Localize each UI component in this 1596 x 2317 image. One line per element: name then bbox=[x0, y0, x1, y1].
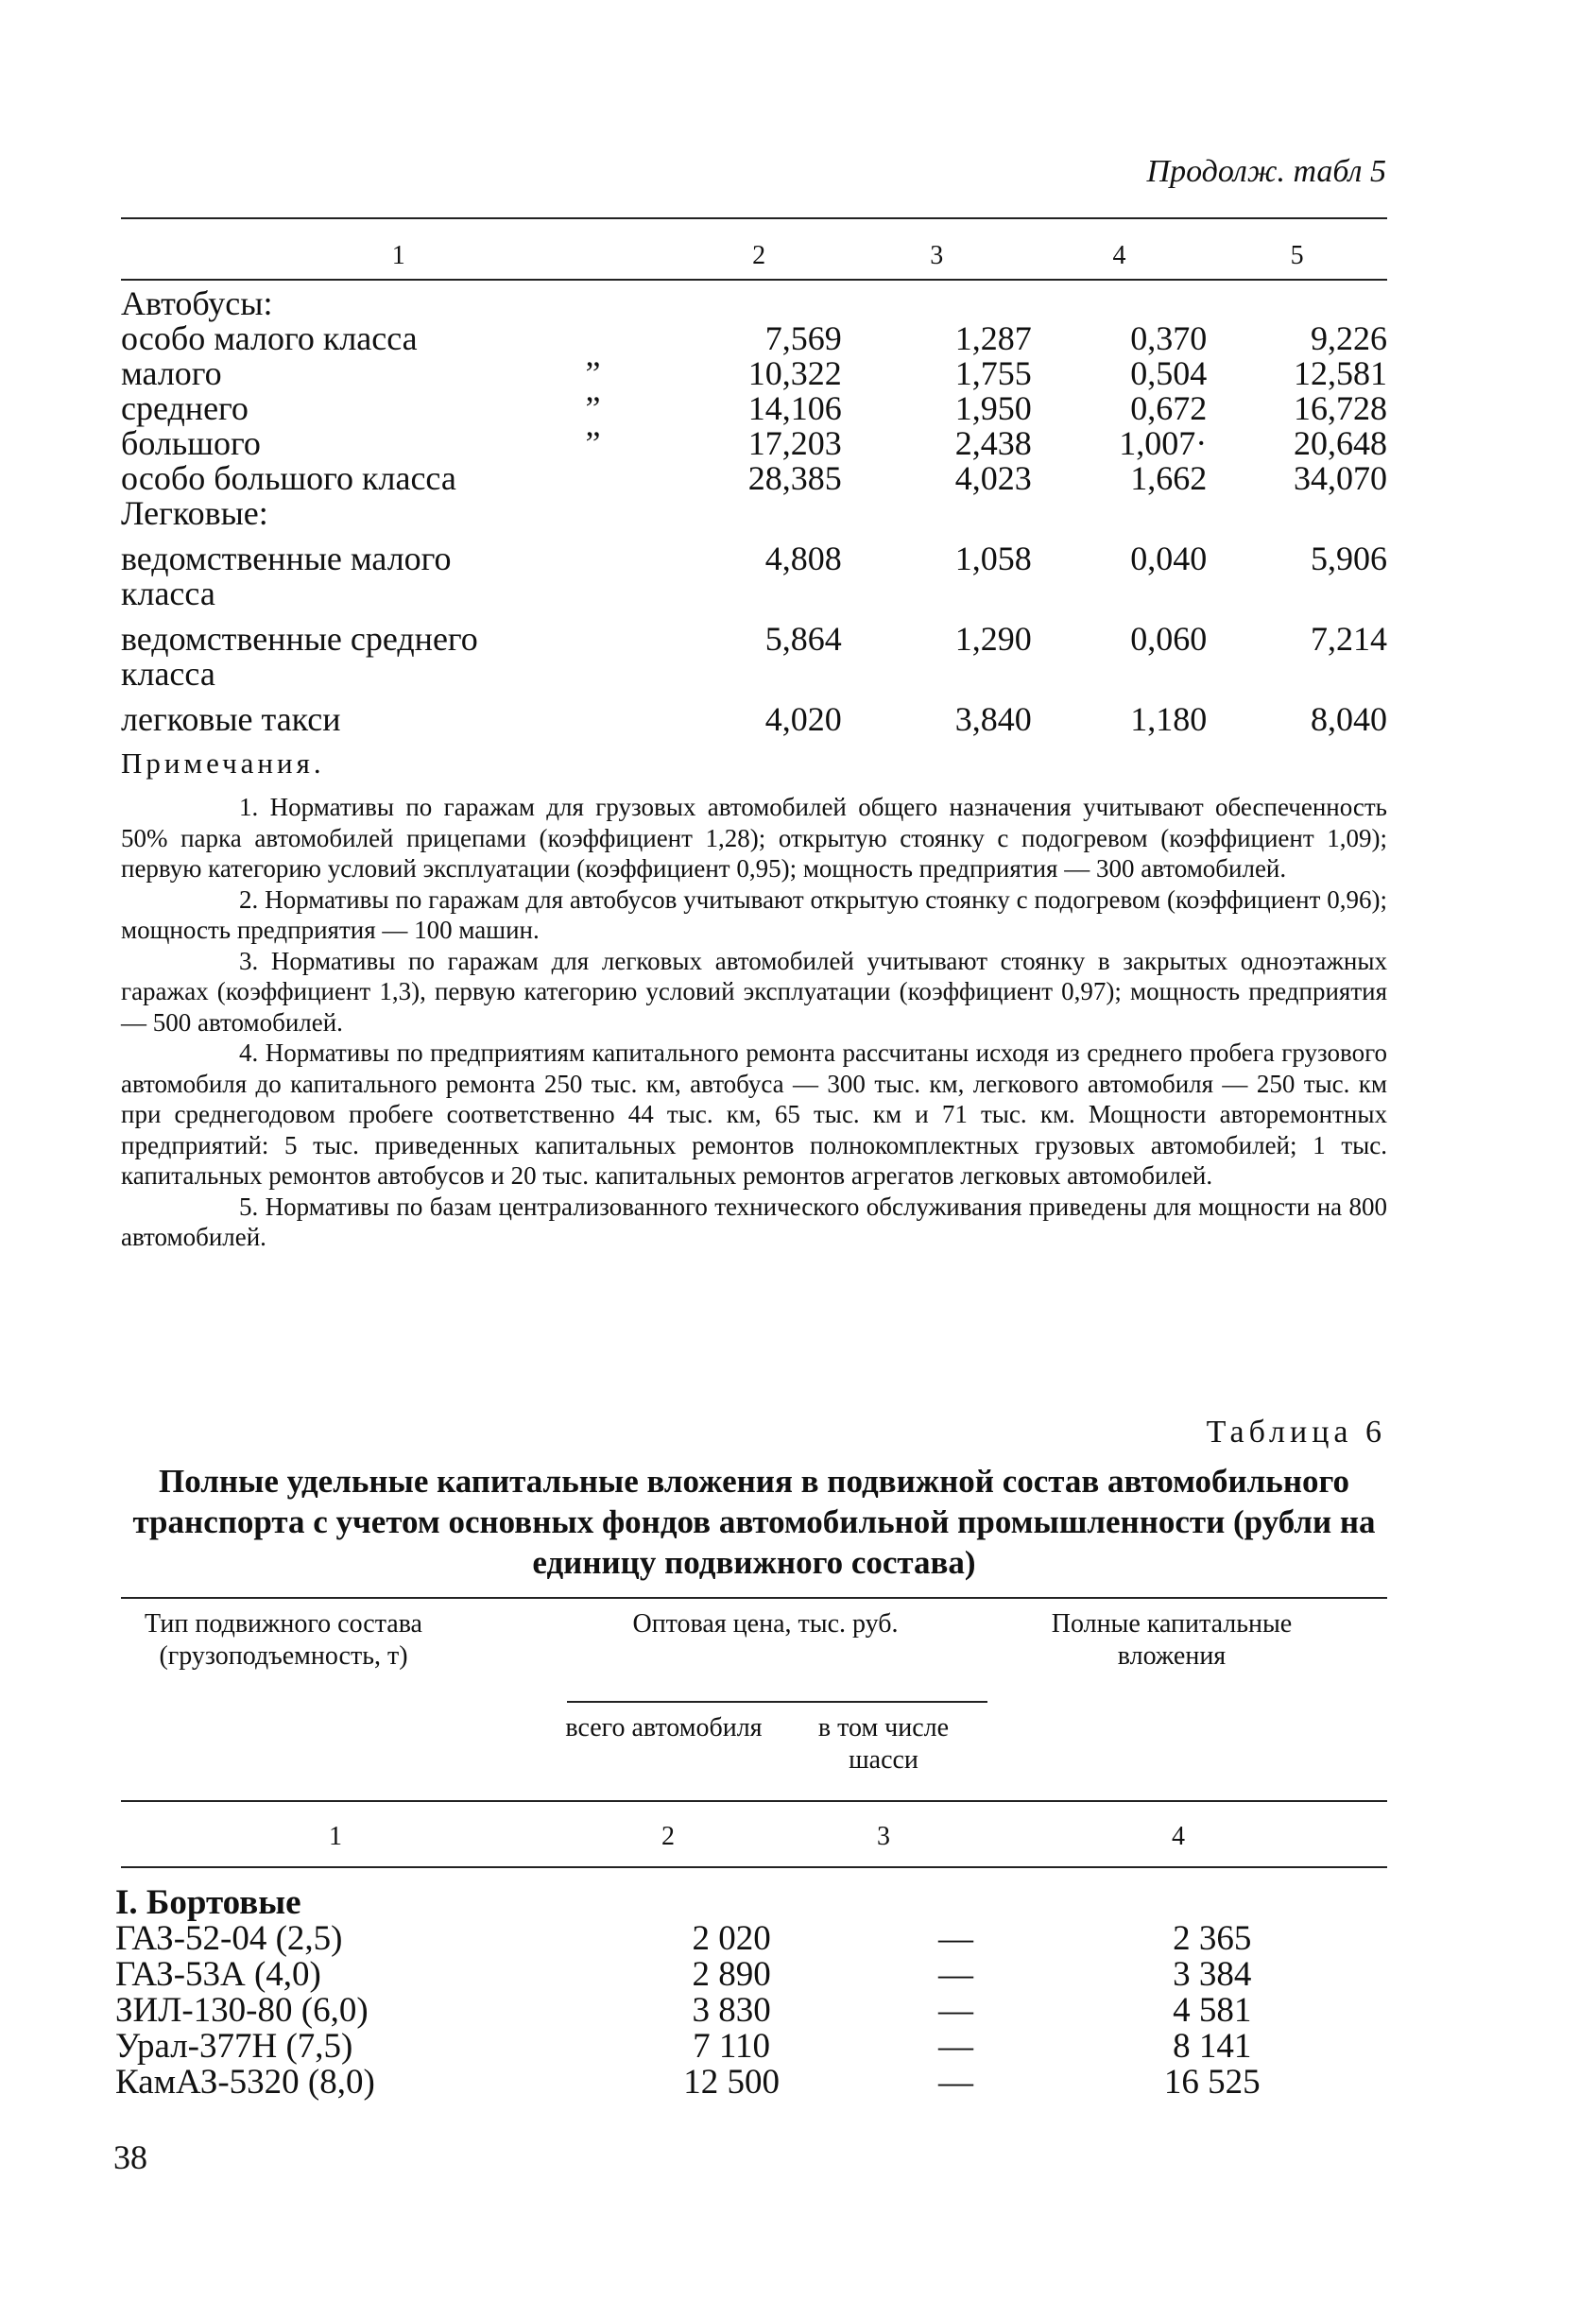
page-number: 38 bbox=[113, 2138, 147, 2176]
table5-value: 4,023 bbox=[954, 459, 1032, 497]
table5-col-number: 4 bbox=[1112, 240, 1126, 270]
row-label-text: легковые такси bbox=[121, 700, 341, 738]
table5-value bbox=[1032, 657, 1208, 692]
table6-header-capital: Полные капитальные вложения bbox=[1051, 1609, 1293, 1671]
note-item: 1. Нормативы по гаражам для грузовых автомобилей общего назначения учитывают обеспеченность 50% парка автомобилей прицепами (коэффициент 1,28); открытую стоянку с подогревом (коэффициент 1,09); первую категорию условий эксплуатации (коэффициент 0,95); мощность предприятия — 300 автомобилей. bbox=[121, 793, 1387, 883]
table-row bbox=[121, 611, 1387, 657]
row-label-text: малого bbox=[121, 354, 222, 392]
table5-row-label bbox=[121, 391, 677, 426]
table6-price-chassis: — bbox=[937, 2063, 973, 2102]
table-row bbox=[121, 576, 1387, 611]
table-row bbox=[121, 391, 1387, 426]
row-label-text: ведомственные малого bbox=[121, 540, 452, 577]
table6-price-chassis: — bbox=[937, 1991, 973, 2030]
table5-value bbox=[677, 657, 842, 692]
table5-value: 0,672 bbox=[1130, 389, 1208, 427]
ditto-mark: ” bbox=[585, 424, 601, 462]
table5-value: 1,287 bbox=[954, 319, 1032, 357]
table6-capital: 4 581 bbox=[1173, 1991, 1252, 2030]
table5-value: 1,755 bbox=[954, 354, 1032, 392]
table5-row-label bbox=[121, 426, 677, 461]
table6-title: Полные удельные капитальные вложения в подвижной состав автомобильного транспорта с учетом основных фондов автомобильной промышленности (рубли на единицу подвижного состава) bbox=[132, 1463, 1376, 1581]
table5-value: 7,214 bbox=[1311, 620, 1387, 658]
table-row bbox=[121, 692, 1387, 737]
table6-col-number: 2 bbox=[661, 1822, 675, 1851]
table6-price-total: 3 830 bbox=[692, 1991, 771, 2030]
table5-value bbox=[842, 576, 1032, 611]
table6-numbers-rule bbox=[121, 1866, 1387, 1868]
table5-row-label bbox=[121, 657, 677, 692]
table5-value bbox=[677, 286, 842, 321]
table6-body bbox=[115, 1885, 1387, 2101]
table-row bbox=[121, 321, 1387, 356]
table5-row-label bbox=[121, 461, 677, 496]
table5-row-label bbox=[121, 692, 677, 737]
table6-col-number: 3 bbox=[877, 1822, 890, 1851]
table5-value bbox=[1032, 576, 1208, 611]
table6-top-rule bbox=[121, 1597, 1387, 1599]
row-label-text: Легковые: bbox=[121, 494, 268, 532]
table6-price-chassis: — bbox=[937, 2027, 973, 2066]
table6-header-type: Тип подвижного состава (грузоподъемность, т) bbox=[145, 1609, 422, 1671]
table5-col-number: 1 bbox=[391, 240, 405, 270]
table5-value: 5,906 bbox=[1311, 540, 1387, 577]
table5-value: 14,106 bbox=[747, 389, 842, 427]
table5-value: 10,322 bbox=[747, 354, 842, 392]
table5-value: 1,058 bbox=[954, 540, 1032, 577]
table5-value: 34,070 bbox=[1294, 459, 1387, 497]
table-row bbox=[115, 2065, 1387, 2101]
table6-vehicle-type: Урал-377Н (7,5) bbox=[115, 2027, 353, 2066]
table6-header-price: Оптовая цена, тыс. руб. bbox=[632, 1609, 899, 1639]
table5-row-label bbox=[121, 286, 677, 321]
table5-col-number: 2 bbox=[752, 240, 766, 270]
table5-value: 17,203 bbox=[747, 424, 842, 462]
table6-vehicle-type: ГАЗ-53А (4,0) bbox=[115, 1955, 321, 1994]
ditto-mark: ” bbox=[585, 354, 601, 392]
table-row bbox=[121, 531, 1387, 576]
table5-value: 1,007· bbox=[1119, 424, 1208, 462]
table5-header-rule bbox=[121, 279, 1387, 281]
table6-col-number: 1 bbox=[329, 1822, 342, 1851]
table6-capital: 2 365 bbox=[1173, 1919, 1252, 1958]
table5-row-label bbox=[121, 321, 677, 356]
table6-header-rule bbox=[121, 1800, 1387, 1802]
note-item: 5. Нормативы по базам централизованного технического обслуживания приведены для мощности на 800 автомобилей. bbox=[121, 1192, 1387, 1251]
table5-value bbox=[1207, 286, 1387, 321]
note-item: 4. Нормативы по предприятиям капитального ремонта рассчитаны исходя из среднего пробега грузового автомобиля до капитального ремонта 250 тыс. км, автобуса — 300 тыс. км, легкового автомобиля — 250 тыс. км при среднегодовом пробеге соответственно 44 тыс. км, 65 тыс. км и 71 тыс. км. Мощности авторемонтных предприятий: 5 тыс. приведенных капитальных ремонтов полнокомплектных грузовых автомобилей; 1 тыс. капитальных ремонтов автобусов и 20 тыс. капитальных ремонтов агрегатов легковых автомобилей. bbox=[121, 1038, 1387, 1190]
notes-heading: Примечания. bbox=[121, 747, 325, 780]
row-label-text: ведомственные среднего bbox=[121, 620, 478, 658]
table5-body bbox=[121, 286, 1387, 737]
table5-value: 1,662 bbox=[1130, 459, 1208, 497]
table5-value bbox=[677, 496, 842, 531]
table6-price-total: 2 020 bbox=[692, 1919, 771, 1958]
table5-row-label bbox=[121, 611, 677, 657]
row-label-text: большого bbox=[121, 424, 261, 462]
table5-value: 0,060 bbox=[1130, 620, 1208, 658]
table5-value bbox=[842, 496, 1032, 531]
row-label-text: особо большого класса bbox=[121, 459, 456, 497]
table5-value: 7,569 bbox=[764, 319, 842, 357]
table6-col-number: 4 bbox=[1172, 1822, 1185, 1851]
table5-value: 8,040 bbox=[1311, 700, 1387, 738]
table6-header-price-total: всего автомобиля bbox=[565, 1713, 763, 1742]
row-label-text: среднего bbox=[121, 389, 249, 427]
table5-row-label bbox=[121, 576, 677, 611]
table5-value bbox=[1032, 496, 1208, 531]
table6-price-total: 2 890 bbox=[692, 1955, 771, 1994]
table5-row-label bbox=[121, 531, 677, 576]
table6-price-total: 7 110 bbox=[693, 2027, 771, 2066]
notes bbox=[121, 792, 1387, 1253]
table5-value: 16,728 bbox=[1294, 389, 1387, 427]
table5-value bbox=[1207, 496, 1387, 531]
table-row bbox=[115, 1993, 1387, 2029]
table-row bbox=[121, 286, 1387, 321]
table5-value: 5,864 bbox=[764, 620, 842, 658]
row-label-text: класса bbox=[121, 655, 215, 693]
table5-value: 0,504 bbox=[1130, 354, 1208, 392]
table-row bbox=[121, 461, 1387, 496]
table6-price-chassis: — bbox=[937, 1919, 973, 1958]
note-item: 3. Нормативы по гаражам для легковых автомобилей учитывают стоянку в закрытых одноэтажных гаражах (коэффициент 1,3), первую категорию условий эксплуатации (коэффициент 0,97); мощность предприятия — 500 автомобилей. bbox=[121, 946, 1387, 1037]
table-row bbox=[115, 1957, 1387, 1993]
ditto-mark: ” bbox=[585, 389, 601, 427]
table5-col-number: 5 bbox=[1290, 240, 1304, 270]
table6-vehicle-type: ГАЗ-52-04 (2,5) bbox=[115, 1919, 343, 1958]
table5-value: 9,226 bbox=[1311, 319, 1387, 357]
table5-value: 20,648 bbox=[1294, 424, 1387, 462]
table6-section-label: I. Бортовые bbox=[115, 1883, 301, 1922]
note-item: 2. Нормативы по гаражам для автобусов учитывают открытую стоянку с подогревом (коэффициент 0,96); мощность предприятия — 100 машин. bbox=[121, 884, 1387, 944]
table6-vehicle-type: ЗИЛ-130-80 (6,0) bbox=[115, 1991, 369, 2030]
table5-value: 1,180 bbox=[1130, 700, 1208, 738]
table-row bbox=[115, 2029, 1387, 2065]
table6-section-row bbox=[115, 1885, 1387, 1921]
table6-capital: 3 384 bbox=[1173, 1955, 1252, 1994]
table5-value: 2,438 bbox=[954, 424, 1032, 462]
table5-value: 3,840 bbox=[954, 700, 1032, 738]
table5-value: 1,290 bbox=[954, 620, 1032, 658]
table6-price-total: 12 500 bbox=[683, 2063, 780, 2102]
row-label-text: особо малого класса bbox=[121, 319, 418, 357]
table5-value: 0,040 bbox=[1130, 540, 1208, 577]
table6-header-price-chassis: в том числе шасси bbox=[817, 1713, 950, 1775]
table5-value bbox=[842, 286, 1032, 321]
table-row bbox=[121, 657, 1387, 692]
table5-value: 4,808 bbox=[764, 540, 842, 577]
table-row bbox=[121, 496, 1387, 531]
table5-value: 1,950 bbox=[954, 389, 1032, 427]
table5-value: 28,385 bbox=[747, 459, 842, 497]
table5-value: 12,581 bbox=[1294, 354, 1387, 392]
table6-capital: 8 141 bbox=[1173, 2027, 1252, 2066]
table5-value bbox=[1207, 576, 1387, 611]
table5-value bbox=[1032, 286, 1208, 321]
row-label-text: Автобусы: bbox=[121, 284, 273, 322]
table6-capital: 16 525 bbox=[1163, 2063, 1261, 2102]
table5-value: 4,020 bbox=[764, 700, 842, 738]
table-continuation-label: Продолж. табл 5 bbox=[1146, 154, 1386, 189]
table5-value bbox=[1207, 657, 1387, 692]
table5-col-number: 3 bbox=[930, 240, 944, 270]
table6-vehicle-type: КамАЗ-5320 (8,0) bbox=[115, 2063, 375, 2102]
table5-value bbox=[842, 657, 1032, 692]
table6-label: Таблица 6 bbox=[1206, 1415, 1386, 1450]
table6-price-chassis: — bbox=[937, 1955, 973, 1994]
row-label-text: класса bbox=[121, 575, 215, 612]
table-row bbox=[121, 426, 1387, 461]
table5-value: 0,370 bbox=[1130, 319, 1208, 357]
table6-header-sub-rule bbox=[567, 1701, 987, 1703]
table5-row-label bbox=[121, 356, 677, 391]
table5-value bbox=[677, 576, 842, 611]
table-row bbox=[121, 356, 1387, 391]
table-row bbox=[115, 1921, 1387, 1957]
table5-row-label bbox=[121, 496, 677, 531]
